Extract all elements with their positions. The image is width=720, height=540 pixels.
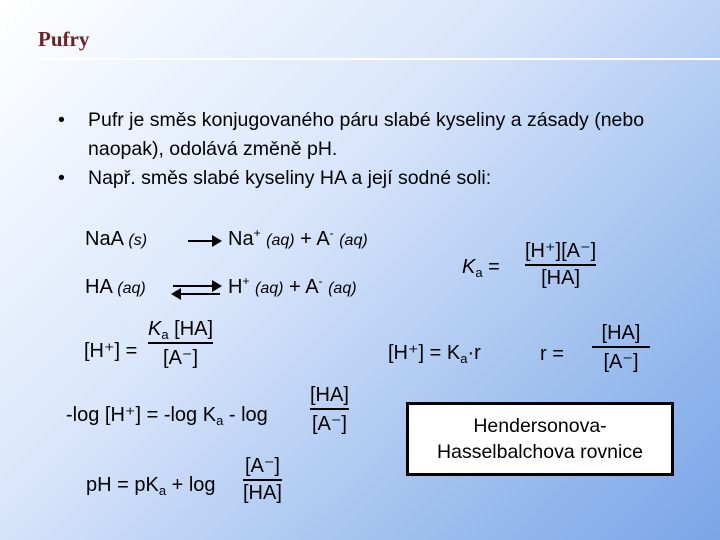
log-denominator: [A⁻] [311,413,347,435]
ka-denominator: [HA] [541,267,581,289]
h-simple: $[H^+] = K_a\cdot r$ [388,342,481,366]
bullet-item [58,106,698,164]
box-line-2: Hasselbalchova rovnice [437,441,643,463]
r-label: r = [540,343,564,365]
eq2-right: H+ (aq) + A- (aq) [228,274,357,298]
ph-fraction [243,453,282,505]
henderson-hasselbalch-box [406,402,674,476]
fraction-bar [592,346,650,348]
log-numerator: [HA] [310,384,349,406]
h-denominator: [A⁻] [163,347,199,369]
log-fraction [310,384,349,436]
ka-fraction [525,238,596,290]
h-numerator: $K_a$ [HA] [148,318,214,342]
bullet-text: Např. směs slabé kyseliny HA a její sodné soli: [88,167,492,189]
bullet-dot-icon: • [58,167,65,189]
fraction-bar [148,342,213,344]
ka-label: $K_a$ = [462,256,500,280]
bullet-item [58,164,698,193]
title-rule [38,58,720,60]
equilibrium-backward-arrow-icon [173,293,220,295]
bullet-list [58,106,698,193]
ph-numerator: [A⁻] [244,455,280,477]
ph-equation-left: pH = $pK_a + \log$ [86,474,216,498]
arrow-icon [188,240,220,242]
r-fraction [592,322,650,374]
h-label: [H⁺] = [84,340,138,362]
bullet-text: Pufr je směs konjugovaného páru slabé kyseliny a zásady (nebo naopak), odolává změně pH. [88,109,645,160]
equilibrium-forward-arrow-icon [173,285,220,287]
log-equation-left: -log [H⁺] = -log $K_a$ - log [66,404,268,428]
ka-numerator: [H⁺][A⁻] [525,240,597,262]
h-fraction [148,318,213,370]
fraction-bar [243,479,282,481]
fraction-bar [310,408,349,410]
ph-denominator: [HA] [243,482,282,504]
eq1-right: Na+ (aq) + A- (aq) [228,226,368,250]
bullet-dot-icon: • [58,109,65,131]
box-line-1: Hendersonova- [473,415,607,437]
r-numerator: [HA] [601,322,641,344]
fraction-bar [525,264,596,266]
eq2-left: HA (aq) [85,276,146,298]
r-denominator: [A⁻] [603,351,639,373]
slide-title: Pufry [38,27,90,51]
eq1-left: NaA (s) [85,228,148,250]
